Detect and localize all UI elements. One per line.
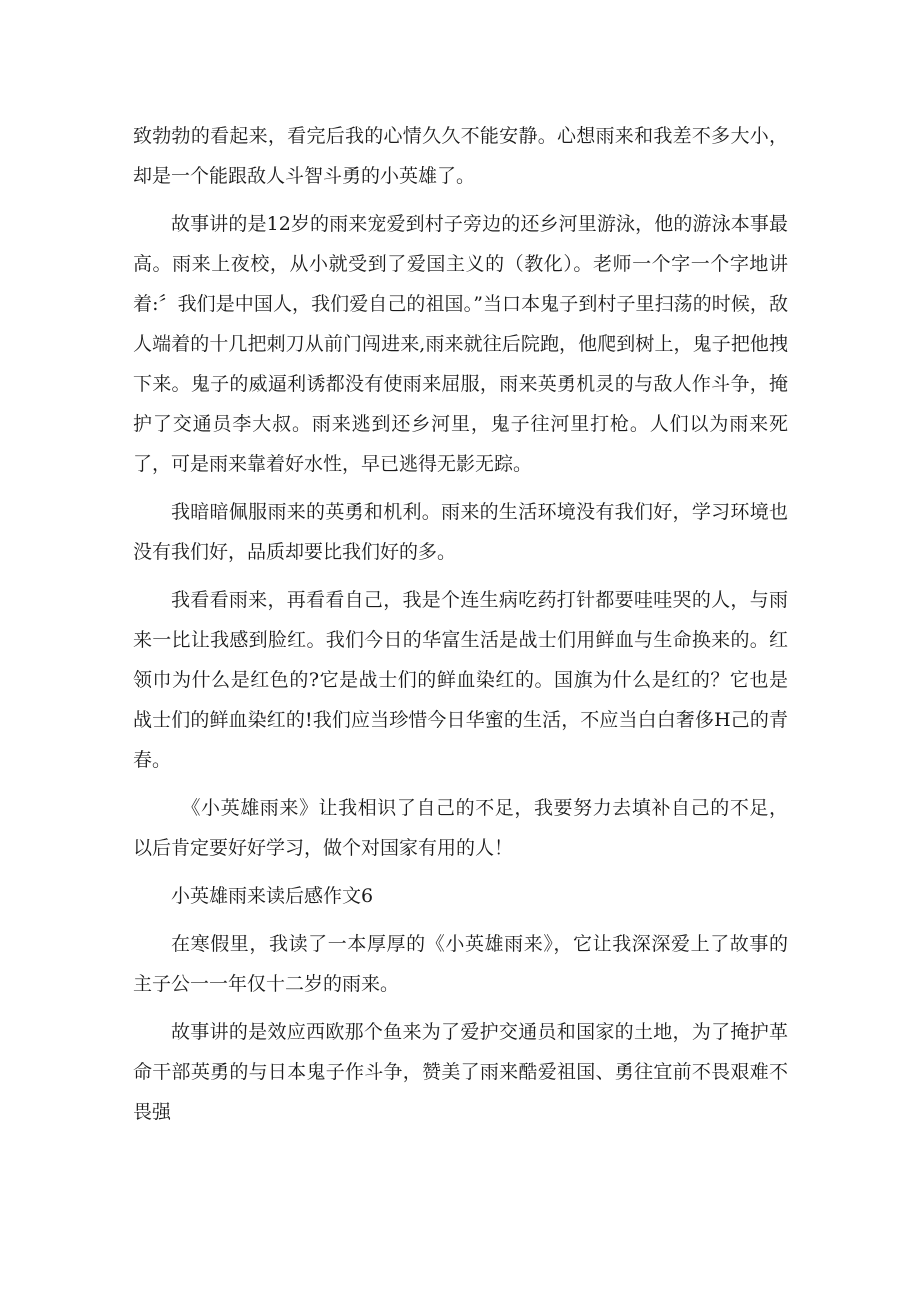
section-heading: 小英雄雨来读后感作文6: [171, 885, 374, 907]
paragraph: 我暗暗佩服雨来的英勇和机利。雨来的生活环境没有我们好，学习环境也没有我们好，品质却要比我们好的多。: [133, 501, 788, 563]
paragraph: 我看看雨来，再看看自己，我是个连生病吃药打针都要哇哇哭的人，与雨来一比让我感到脸红。我们今日的华富生活是战士们用鲜血与生命换来的。红领巾为什么是红色的?它是战士们的鲜血染红的。国旗为什么是红的？它也是战士们的鲜血染红的!我们应当珍惜今日华蜜的生活，不应当白白奢侈H己的青春。: [133, 589, 788, 771]
paragraph: 致勃勃的看起来，看完后我的心情久久不能安静。心想雨来和我差不多大小，却是一个能跟敌人斗智斗勇的小英雄了。: [133, 125, 788, 187]
paragraph: 故事讲的是效应西欧那个鱼来为了爱护交通员和国家的土地，为了掩护革命干部英勇的与日本鬼子作斗争，赞美了雨来酷爱祖国、勇往宜前不畏艰难不畏强: [133, 1021, 788, 1123]
document-body: [133, 116, 788, 1140]
paragraph: 在寒假里，我读了一本厚厚的《小英雄雨来》，它让我深深爱上了故事的主子公一一年仅十二岁的雨来。: [133, 933, 788, 995]
paragraph: 《小英雄雨来》让我相识了自己的不足，我要努力去填补自己的不足，以后肯定要好好学习，做个对国家有用的人！: [133, 797, 788, 859]
paragraph: 故事讲的是12岁的雨来宠爱到村子旁边的还乡河里游泳，他的游泳本事最高。雨来上夜校，从小就受到了爱国主义的（教化）。老师一个字一个字地讲着:〞我们是中国人，我们爱自己的祖国。”当口本鬼子到村子里扫荡的时候，敌人端着的十几把刺刀从前门闯进来,雨来就往后院跑，他爬到树上，鬼子把他拽下来。鬼子的威逼利诱都没有使雨来屈服，雨来英勇机灵的与敌人作斗争，掩护了交通员李大叔。雨来逃到还乡河里，鬼子往河里打枪。人们以为雨来死了，可是雨来靠着好水性，早已逃得无影无踪。: [133, 213, 788, 475]
